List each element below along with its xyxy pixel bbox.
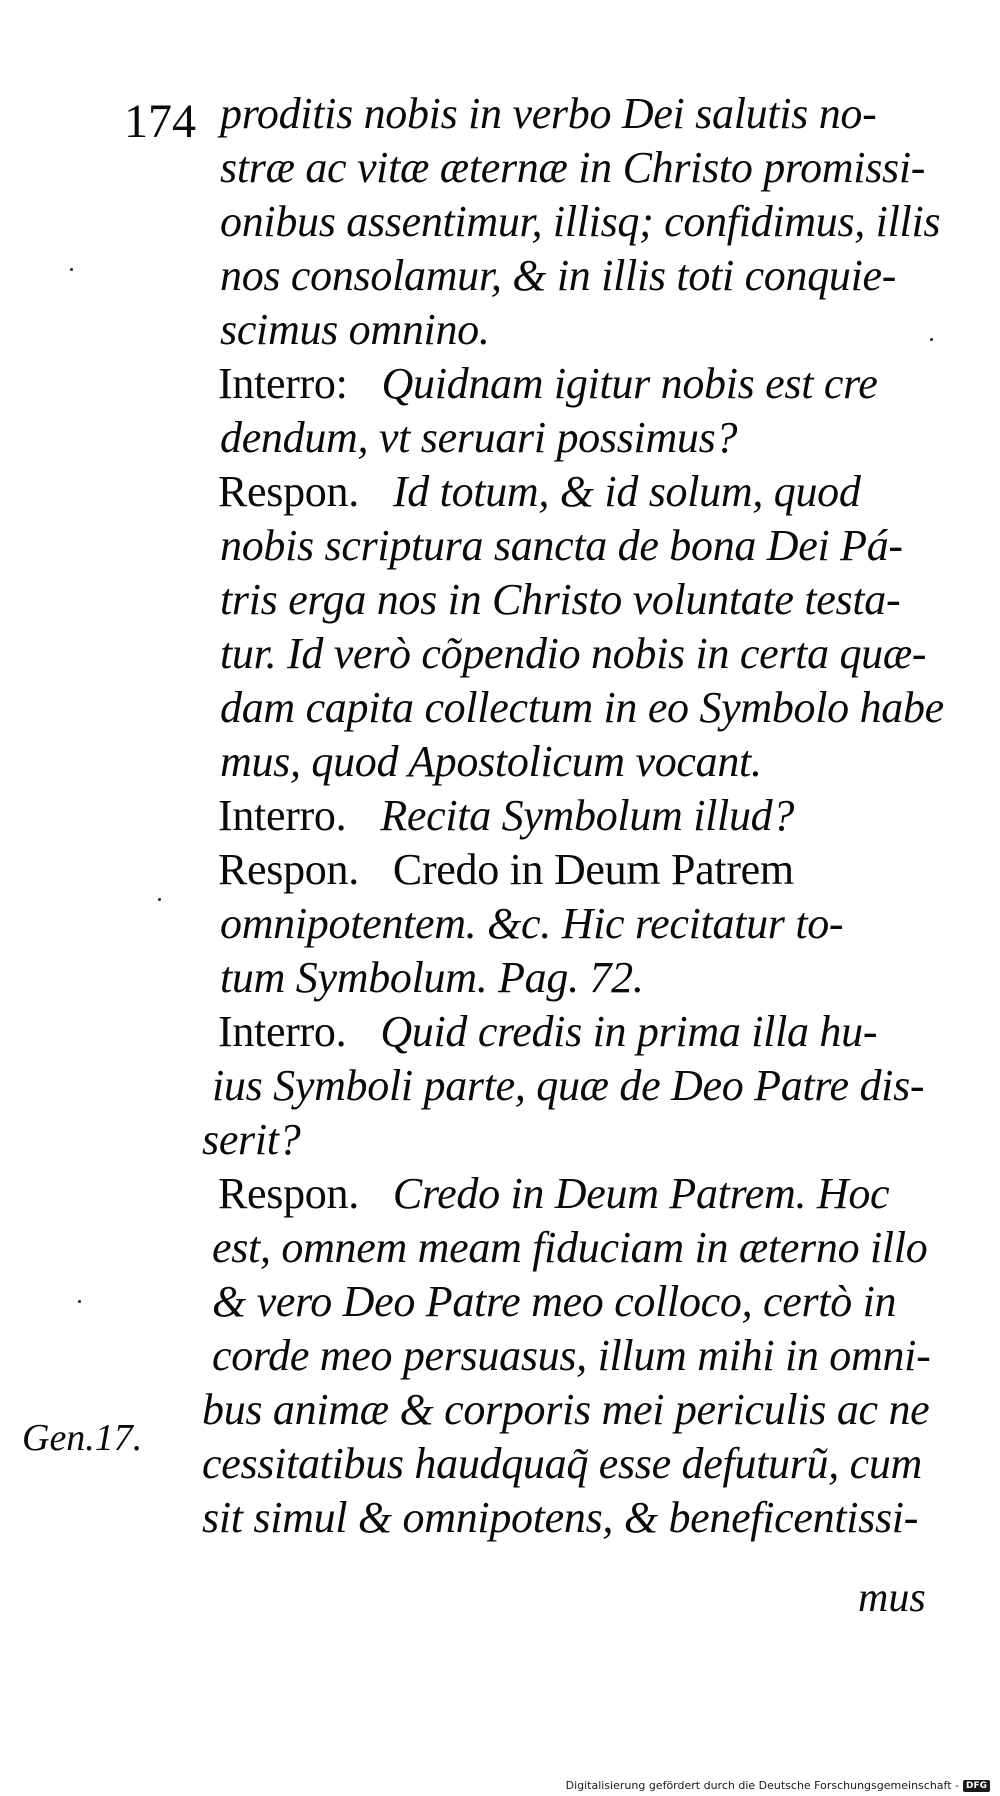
- text-line: [220, 248, 896, 304]
- line-text: dendum, vt seruari possimus?: [220, 413, 738, 462]
- line-text: corde meo persuasus, illum mihi in omni-: [212, 1331, 931, 1380]
- speaker-label: Interro.: [218, 1007, 347, 1056]
- line-text: dam capita collectum in eo Symbolo habe: [220, 683, 944, 732]
- speaker-label: Respon.: [218, 845, 359, 894]
- catchword: mus: [858, 1575, 926, 1621]
- text-line: [218, 356, 878, 412]
- text-line: [202, 1436, 922, 1492]
- text-line: [212, 1220, 927, 1276]
- line-text: nos consolamur, & in illis toti conquie-: [220, 251, 897, 300]
- text-line: [218, 464, 861, 520]
- line-text: sit simul & omnipotens, & beneficentissi-: [202, 1493, 919, 1542]
- page-number: 174: [124, 95, 196, 148]
- text-line: [220, 194, 940, 250]
- text-line: [202, 1490, 918, 1546]
- line-text: est, omnem meam fiduciam in æterno illo: [212, 1223, 928, 1272]
- print-speck: [78, 1300, 81, 1303]
- credit-text: Digitalisierung gefördert durch die Deutsche Forschungsgemeinschaft -: [565, 1779, 959, 1792]
- line-text: tur. Id verò cõpendio nobis in certa quæ-: [220, 629, 927, 678]
- print-speck: [158, 898, 161, 901]
- text-line: [220, 572, 900, 628]
- text-line: [220, 410, 737, 466]
- line-text: proditis nobis in verbo Dei salutis no-: [220, 89, 877, 138]
- line-text: onibus assentimur, illisq; confidimus, illis: [220, 197, 941, 246]
- text-line: [220, 86, 876, 142]
- print-speck: [70, 268, 73, 271]
- line-text: serit?: [202, 1115, 301, 1164]
- speaker-label: Respon.: [218, 467, 359, 516]
- line-text: tum Symbolum. Pag. 72.: [220, 953, 644, 1002]
- text-line: [202, 1112, 300, 1168]
- margin-note: Gen.17.: [22, 1417, 143, 1459]
- line-text: Credo in Deum Patrem. Hoc: [392, 1169, 890, 1218]
- text-line: [220, 302, 490, 358]
- line-text: Id totum, & id solum, quod: [392, 467, 861, 516]
- text-line: [220, 626, 926, 682]
- line-text: Recita Symbolum illud?: [380, 791, 795, 840]
- text-line: [220, 140, 925, 196]
- line-text: tris erga nos in Christo voluntate testa-: [220, 575, 901, 624]
- text-line: [212, 1328, 930, 1384]
- line-text: cessitatibus haudquaq̃ esse defuturũ, cum: [202, 1439, 923, 1488]
- dfg-logo-icon: DFG: [963, 1780, 990, 1792]
- line-text: ius Symboli parte, quæ de Deo Patre dis-: [212, 1061, 925, 1110]
- text-line: [202, 1382, 929, 1438]
- text-line: [212, 1274, 896, 1330]
- speaker-label: Interro:: [218, 359, 348, 408]
- text-line: [218, 1166, 889, 1222]
- text-line: [218, 842, 794, 898]
- line-text: Quid credis in prima illa hu-: [380, 1007, 878, 1056]
- line-text: mus, quod Apostolicum vocant.: [220, 737, 762, 786]
- line-text: Credo in Deum Patrem: [392, 845, 794, 894]
- text-line: [218, 788, 794, 844]
- speaker-label: Interro.: [218, 791, 347, 840]
- text-line: [220, 950, 644, 1006]
- line-text: Quidnam igitur nobis est cre: [381, 359, 878, 408]
- line-text: nobis scriptura sancta de bona Dei Pá-: [220, 521, 903, 570]
- text-line: [218, 1004, 877, 1060]
- text-line: [220, 518, 903, 574]
- text-line: [220, 680, 944, 736]
- text-line: [220, 734, 762, 790]
- speaker-label: Respon.: [218, 1169, 359, 1218]
- line-text: omnipotentem. &c. Hic recitatur to-: [220, 899, 844, 948]
- text-line: [212, 1058, 924, 1114]
- print-speck: [930, 338, 933, 341]
- line-text: & vero Deo Patre meo colloco, certò in: [212, 1277, 897, 1326]
- line-text: bus animæ & corporis mei periculis ac ne: [202, 1385, 930, 1434]
- digitization-credit: [566, 1779, 990, 1792]
- line-text: stræ ac vitæ æternæ in Christo promissi-: [220, 143, 926, 192]
- line-text: scimus omnino.: [220, 305, 490, 354]
- text-line: [220, 896, 843, 952]
